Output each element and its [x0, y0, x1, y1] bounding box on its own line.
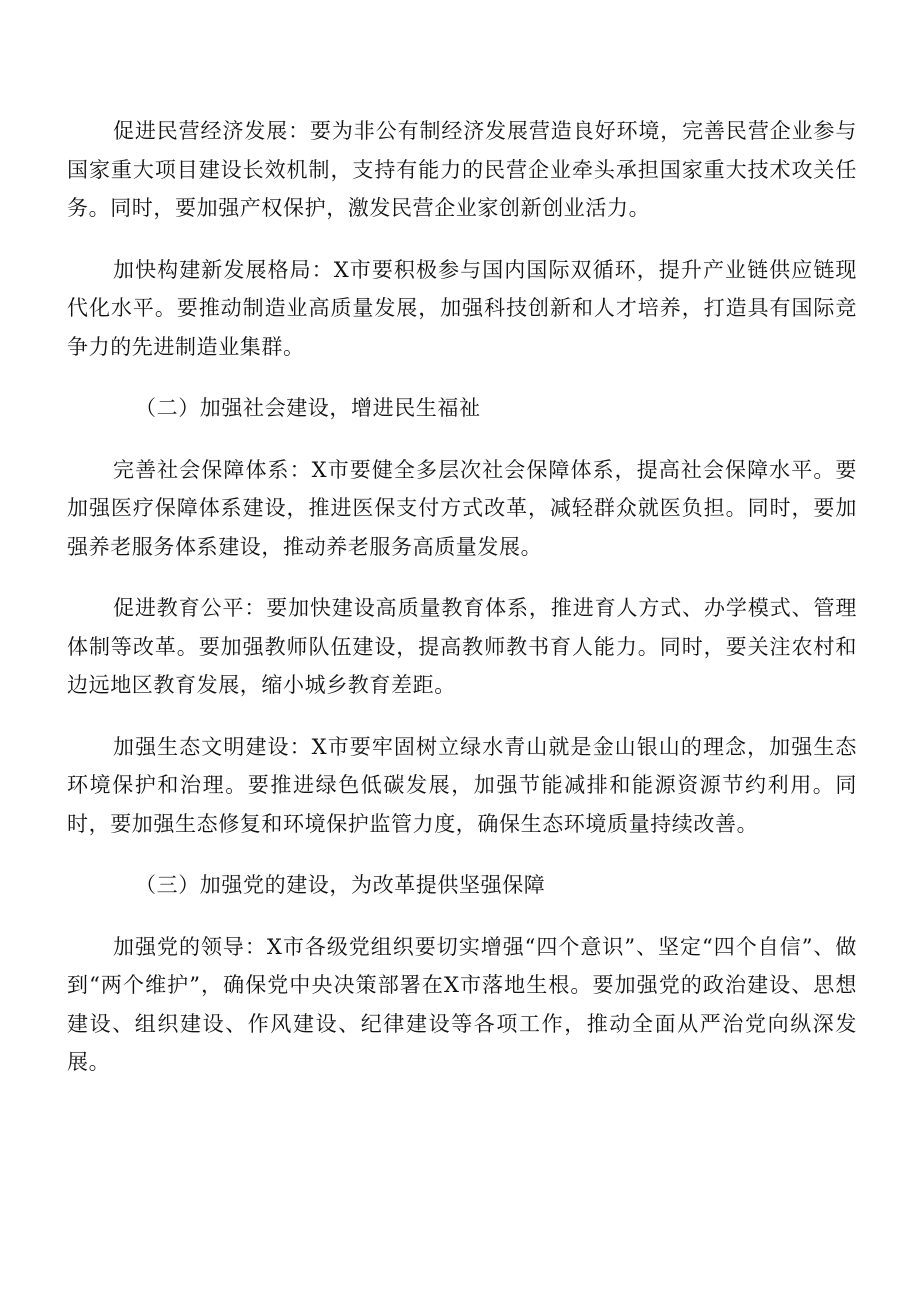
section-heading-social-construction: （二）加强社会建设，增进民生福祉 [135, 396, 481, 420]
paragraph-party-leadership [67, 928, 857, 1082]
section-heading-party-building: （三）加强党的建设，为改革提供坚强保障 [135, 873, 546, 897]
paragraph-social-security [67, 451, 857, 567]
paragraph-lead: 完善社会保障体系： [113, 457, 312, 482]
paragraph-lead: 促进民营经济发展： [113, 119, 311, 143]
paragraph-text: 要加快建设高质量教育体系，推进育人方式、办学模式、管理体制等改革。要加强教师队伍建设，提高教师教书育人能力。同时，要关注农村和边远地区教育发展，缩小城乡教育差距。 [67, 596, 857, 697]
paragraph-private-economy [67, 112, 857, 228]
paragraph-lead: 促进教育公平： [113, 596, 267, 620]
paragraph-lead: 加强生态文明建设： [113, 734, 312, 759]
paragraph-text: 要为非公有制经济发展营造良好环境，完善民营企业参与国家重大项目建设长效机制，支持有能力的民营企业牵头承担国家重大技术攻关任务。同时，要加强产权保护，激发民营企业家创新创业活力。 [67, 119, 857, 220]
paragraph-lead: 加强党的领导： [113, 934, 267, 959]
paragraph-text: X市要积极参与国内国际双循环，提升产业链供应链现代化水平。要推动制造业高质量发展，加强科技创新和人才培养，打造具有国际竞争力的先进制造业集群。 [67, 257, 857, 359]
paragraph-text: X市要牢固树立绿水青山就是金山银山的理念，加强生态环境保护和治理。要推进绿色低碳发展，加强节能减排和能源资源节约利用。同时，要加强生态修复和环境保护监管力度，确保生态环境质量持续改善。 [67, 734, 857, 836]
paragraph-new-development-pattern [67, 251, 857, 367]
paragraph-education-equity [67, 589, 857, 705]
paragraph-ecological-civilization [67, 728, 857, 844]
document-body [67, 112, 857, 1105]
paragraph-lead: 加快构建新发展格局： [113, 257, 334, 282]
paragraph-text: X市各级党组织要切实增强“四个意识”、坚定“四个自信”、做到“两个维护”，确保党中央决策部署在X市落地生根。要加强党的政治建设、思想建设、组织建设、作风建设、纪律建设等各项工作，推动全面从严治党向纵深发展。 [67, 934, 857, 1074]
paragraph-text: X市要健全多层次社会保障体系，提高社会保障水平。要加强医疗保障体系建设，推进医保支付方式改革，减轻群众就医负担。同时，要加强养老服务体系建设，推动养老服务高质量发展。 [67, 457, 857, 559]
